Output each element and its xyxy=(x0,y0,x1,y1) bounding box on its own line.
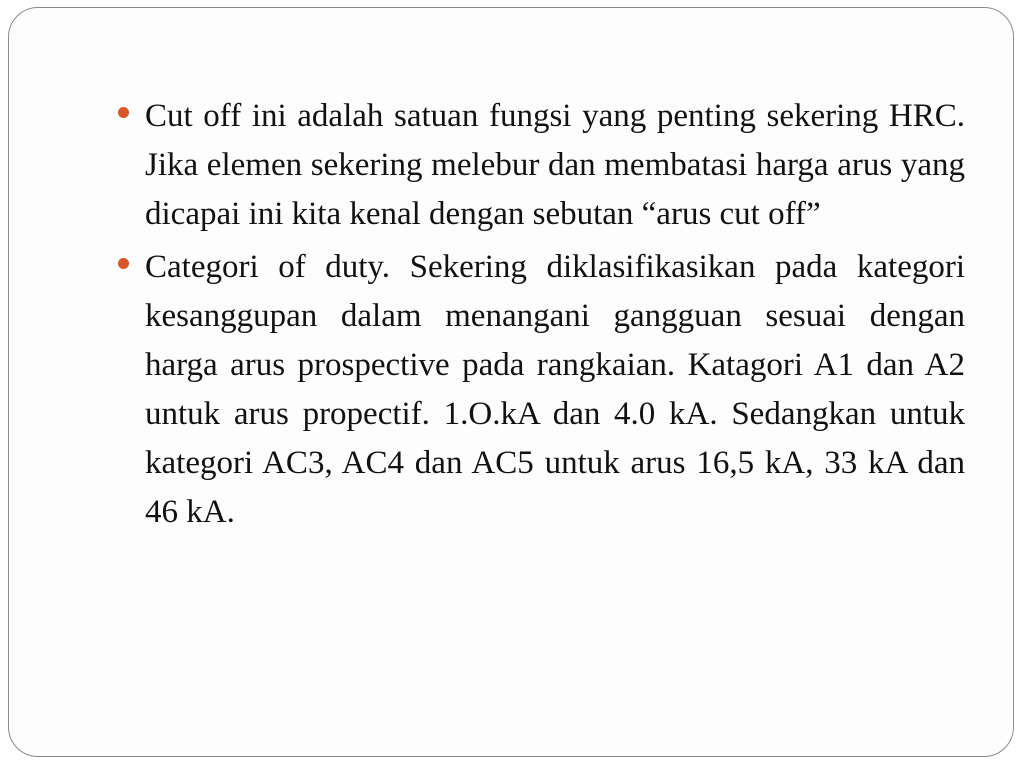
slide-content xyxy=(113,92,965,541)
bullet-text: Cut off ini adalah satuan fungsi yang penting sekering HRC. Jika elemen sekering melebur dan membatasi harga arus yang dicapai ini kita kenal dengan sebutan “arus cut off” xyxy=(145,98,965,232)
bullet-item-cut-off xyxy=(113,92,965,239)
bullet-dot-icon xyxy=(118,107,129,118)
bullet-item-category-of-duty xyxy=(113,243,965,537)
bullet-dot-icon xyxy=(118,258,129,269)
bullet-text: Categori of duty. Sekering diklasifikasikan pada kategori kesanggupan dalam menangani gangguan sesuai dengan harga arus prospective pada rangkaian. Katagori A1 dan A2 untuk arus propectif. 1.O.kA dan 4.0 kA. Sedangkan untuk kategori AC3, AC4 dan AC5 untuk arus 16,5 kA, 33 kA dan 46 kA. xyxy=(145,249,965,530)
